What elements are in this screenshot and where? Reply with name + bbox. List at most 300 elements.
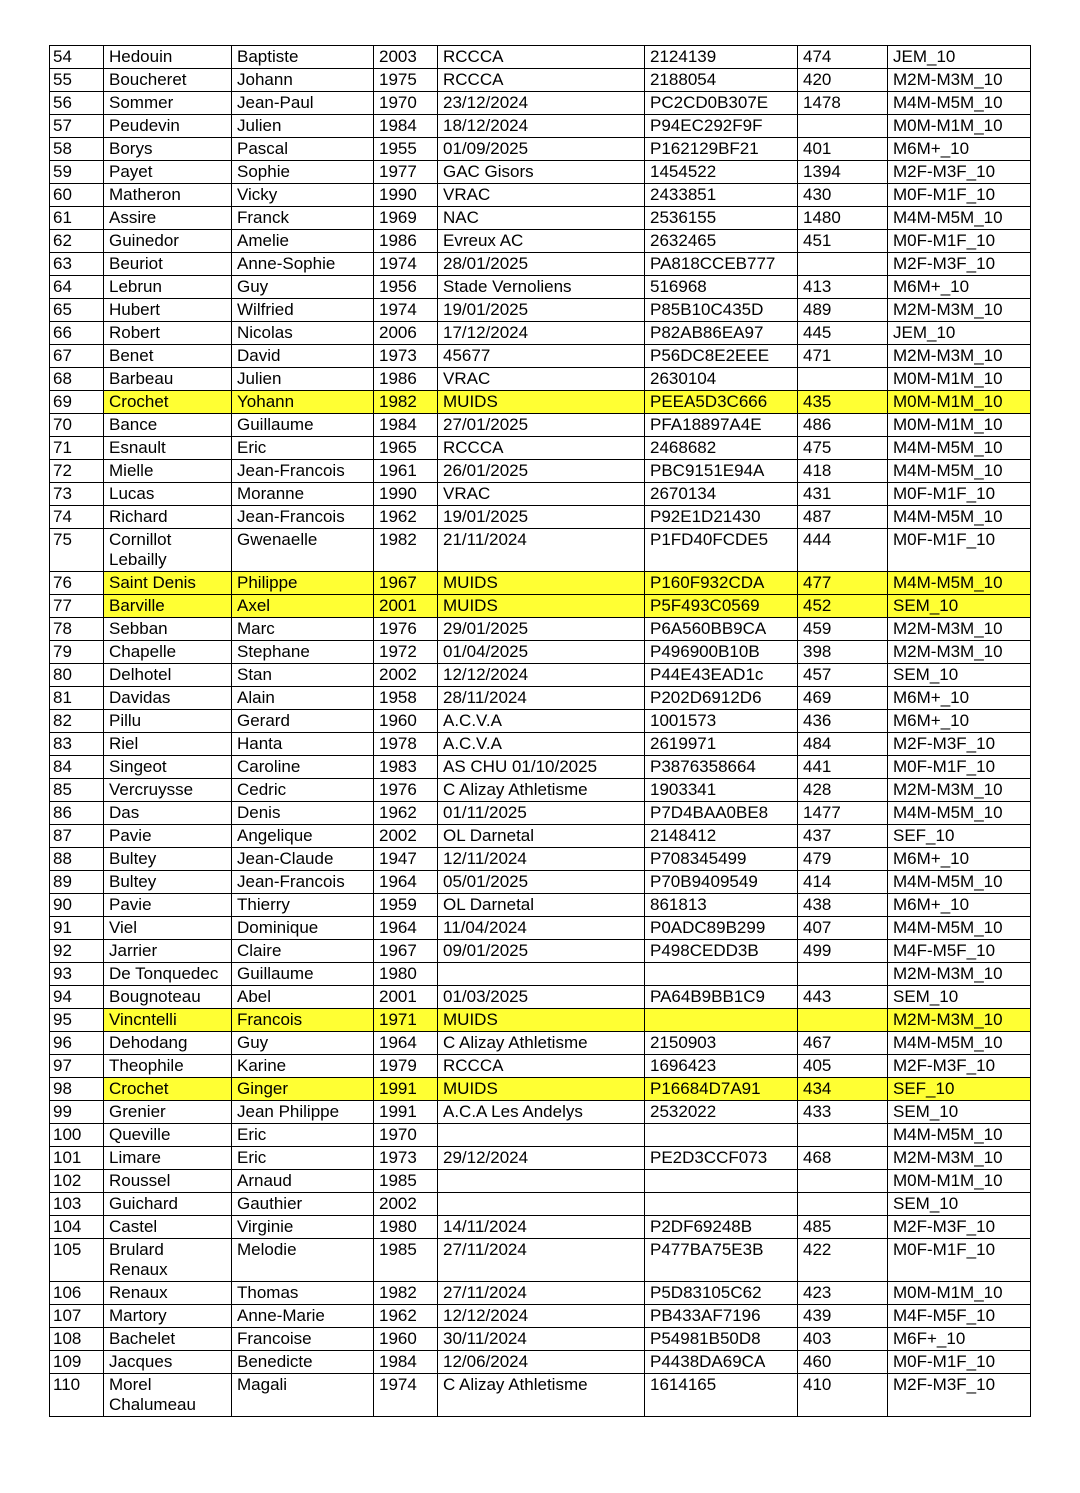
cell-category: M2M-M3M_10 [888, 299, 1031, 322]
cell-row-number: 96 [50, 1032, 104, 1055]
table-row [50, 595, 1031, 618]
cell-category: M0M-M1M_10 [888, 1170, 1031, 1193]
cell-licence-number: 2619971 [645, 733, 798, 756]
cell-licence-number: 2433851 [645, 184, 798, 207]
cell-first-name: Dominique [232, 917, 374, 940]
cell-last-name: Assire [104, 207, 232, 230]
cell-bib-number: 403 [798, 1328, 888, 1351]
cell-row-number: 84 [50, 756, 104, 779]
cell-category: M6M+_10 [888, 710, 1031, 733]
cell-birth-year: 1970 [374, 92, 438, 115]
table-row [50, 871, 1031, 894]
cell-club-or-date: MUIDS [438, 1009, 645, 1032]
cell-birth-year: 1990 [374, 184, 438, 207]
cell-bib-number: 430 [798, 184, 888, 207]
cell-first-name: Jean-Claude [232, 848, 374, 871]
table-row [50, 1009, 1031, 1032]
table-row [50, 917, 1031, 940]
cell-licence-number: P56DC8E2EEE [645, 345, 798, 368]
cell-row-number: 68 [50, 368, 104, 391]
cell-first-name: Wilfried [232, 299, 374, 322]
cell-bib-number: 398 [798, 641, 888, 664]
cell-first-name: Angelique [232, 825, 374, 848]
cell-club-or-date: GAC Gisors [438, 161, 645, 184]
cell-category: M0F-M1F_10 [888, 1351, 1031, 1374]
cell-club-or-date: AS CHU 01/10/2025 [438, 756, 645, 779]
cell-licence-number: 2468682 [645, 437, 798, 460]
cell-club-or-date: 11/04/2024 [438, 917, 645, 940]
cell-bib-number [798, 963, 888, 986]
cell-birth-year: 2003 [374, 46, 438, 69]
cell-row-number: 55 [50, 69, 104, 92]
cell-bib-number: 469 [798, 687, 888, 710]
table-row [50, 733, 1031, 756]
cell-category: M0F-M1F_10 [888, 230, 1031, 253]
cell-bib-number: 407 [798, 917, 888, 940]
cell-first-name: Eric [232, 1147, 374, 1170]
cell-first-name: Vicky [232, 184, 374, 207]
cell-last-name: Das [104, 802, 232, 825]
cell-last-name: Singeot [104, 756, 232, 779]
cell-last-name: Robert [104, 322, 232, 345]
cell-birth-year: 1964 [374, 871, 438, 894]
cell-first-name: Sophie [232, 161, 374, 184]
cell-club-or-date: 23/12/2024 [438, 92, 645, 115]
cell-birth-year: 1975 [374, 69, 438, 92]
table-row [50, 230, 1031, 253]
cell-licence-number: 1001573 [645, 710, 798, 733]
cell-licence-number: 2536155 [645, 207, 798, 230]
cell-category: M0F-M1F_10 [888, 756, 1031, 779]
cell-birth-year: 2006 [374, 322, 438, 345]
cell-first-name: Stephane [232, 641, 374, 664]
cell-licence-number: 2632465 [645, 230, 798, 253]
cell-birth-year: 1973 [374, 345, 438, 368]
cell-last-name: Barbeau [104, 368, 232, 391]
table-row [50, 894, 1031, 917]
cell-licence-number: PBC9151E94A [645, 460, 798, 483]
table-row [50, 322, 1031, 345]
cell-row-number: 62 [50, 230, 104, 253]
cell-licence-number: P44E43EAD1c [645, 664, 798, 687]
cell-birth-year: 1956 [374, 276, 438, 299]
cell-licence-number: 2670134 [645, 483, 798, 506]
cell-birth-year: 1985 [374, 1170, 438, 1193]
cell-licence-number: 1614165 [645, 1374, 798, 1417]
cell-first-name: Franck [232, 207, 374, 230]
cell-row-number: 73 [50, 483, 104, 506]
table-row [50, 253, 1031, 276]
cell-club-or-date: 27/11/2024 [438, 1282, 645, 1305]
cell-row-number: 67 [50, 345, 104, 368]
cell-bib-number: 451 [798, 230, 888, 253]
cell-birth-year: 1960 [374, 710, 438, 733]
cell-category: M4M-M5M_10 [888, 437, 1031, 460]
cell-first-name: Julien [232, 115, 374, 138]
cell-row-number: 64 [50, 276, 104, 299]
cell-licence-number: 861813 [645, 894, 798, 917]
cell-bib-number: 477 [798, 572, 888, 595]
cell-row-number: 83 [50, 733, 104, 756]
cell-licence-number: P5D83105C62 [645, 1282, 798, 1305]
cell-category: M6M+_10 [888, 276, 1031, 299]
cell-row-number: 63 [50, 253, 104, 276]
cell-last-name: Bougnoteau [104, 986, 232, 1009]
cell-first-name: Hanta [232, 733, 374, 756]
cell-birth-year: 2002 [374, 1193, 438, 1216]
cell-category: SEM_10 [888, 664, 1031, 687]
cell-first-name: Johann [232, 69, 374, 92]
cell-club-or-date: 27/01/2025 [438, 414, 645, 437]
cell-category: M4M-M5M_10 [888, 917, 1031, 940]
cell-last-name: De Tonquedec [104, 963, 232, 986]
cell-last-name: Barville [104, 595, 232, 618]
cell-last-name: Roussel [104, 1170, 232, 1193]
table-row [50, 1374, 1031, 1417]
cell-first-name: Francoise [232, 1328, 374, 1351]
cell-row-number: 65 [50, 299, 104, 322]
cell-birth-year: 2002 [374, 825, 438, 848]
cell-row-number: 109 [50, 1351, 104, 1374]
cell-first-name: Denis [232, 802, 374, 825]
cell-birth-year: 1959 [374, 894, 438, 917]
cell-club-or-date: 19/01/2025 [438, 299, 645, 322]
cell-last-name: Cornillot Lebailly [104, 529, 232, 572]
cell-category: M6M+_10 [888, 848, 1031, 871]
cell-row-number: 86 [50, 802, 104, 825]
cell-row-number: 79 [50, 641, 104, 664]
cell-birth-year: 1967 [374, 572, 438, 595]
cell-category: SEF_10 [888, 1078, 1031, 1101]
cell-birth-year: 1990 [374, 483, 438, 506]
table-row [50, 779, 1031, 802]
table-row [50, 1328, 1031, 1351]
cell-birth-year: 1964 [374, 917, 438, 940]
table-row [50, 825, 1031, 848]
cell-first-name: Philippe [232, 572, 374, 595]
cell-licence-number: P3876358664 [645, 756, 798, 779]
cell-birth-year: 1976 [374, 618, 438, 641]
cell-row-number: 107 [50, 1305, 104, 1328]
cell-birth-year: 1974 [374, 1374, 438, 1417]
cell-bib-number: 467 [798, 1032, 888, 1055]
cell-row-number: 57 [50, 115, 104, 138]
cell-category: M4M-M5M_10 [888, 871, 1031, 894]
cell-row-number: 56 [50, 92, 104, 115]
cell-row-number: 81 [50, 687, 104, 710]
cell-row-number: 102 [50, 1170, 104, 1193]
table-row [50, 414, 1031, 437]
cell-last-name: Pillu [104, 710, 232, 733]
cell-category: M6M+_10 [888, 894, 1031, 917]
cell-birth-year: 1960 [374, 1328, 438, 1351]
table-row [50, 1216, 1031, 1239]
cell-last-name: Peudevin [104, 115, 232, 138]
cell-bib-number: 452 [798, 595, 888, 618]
cell-birth-year: 1984 [374, 115, 438, 138]
table-row [50, 391, 1031, 414]
cell-first-name: Jean-Francois [232, 506, 374, 529]
cell-last-name: Viel [104, 917, 232, 940]
cell-bib-number: 437 [798, 825, 888, 848]
cell-category: M2F-M3F_10 [888, 253, 1031, 276]
cell-licence-number: 2148412 [645, 825, 798, 848]
cell-last-name: Borys [104, 138, 232, 161]
cell-row-number: 54 [50, 46, 104, 69]
cell-category: M0M-M1M_10 [888, 115, 1031, 138]
cell-licence-number: P477BA75E3B [645, 1239, 798, 1282]
table-row [50, 299, 1031, 322]
cell-birth-year: 2002 [374, 664, 438, 687]
cell-last-name: Theophile [104, 1055, 232, 1078]
cell-last-name: Sommer [104, 92, 232, 115]
cell-category: M0M-M1M_10 [888, 1282, 1031, 1305]
table-row [50, 1147, 1031, 1170]
cell-category: M4F-M5F_10 [888, 940, 1031, 963]
cell-row-number: 104 [50, 1216, 104, 1239]
cell-category: JEM_10 [888, 322, 1031, 345]
cell-bib-number: 1480 [798, 207, 888, 230]
cell-club-or-date: 01/04/2025 [438, 641, 645, 664]
participants-table [49, 45, 1031, 1417]
cell-last-name: Grenier [104, 1101, 232, 1124]
cell-bib-number: 444 [798, 529, 888, 572]
table-row [50, 92, 1031, 115]
cell-category: M2M-M3M_10 [888, 963, 1031, 986]
cell-last-name: Beuriot [104, 253, 232, 276]
cell-last-name: Dehodang [104, 1032, 232, 1055]
cell-bib-number: 487 [798, 506, 888, 529]
cell-first-name: Jean-Francois [232, 871, 374, 894]
table-row [50, 963, 1031, 986]
cell-last-name: Riel [104, 733, 232, 756]
cell-first-name: Yohann [232, 391, 374, 414]
cell-last-name: Bance [104, 414, 232, 437]
cell-club-or-date: 21/11/2024 [438, 529, 645, 572]
cell-club-or-date: MUIDS [438, 391, 645, 414]
table-row [50, 710, 1031, 733]
cell-licence-number: P85B10C435D [645, 299, 798, 322]
cell-last-name: Bultey [104, 848, 232, 871]
cell-licence-number: P16684D7A91 [645, 1078, 798, 1101]
cell-bib-number: 460 [798, 1351, 888, 1374]
cell-birth-year: 1991 [374, 1078, 438, 1101]
cell-last-name: Sebban [104, 618, 232, 641]
cell-licence-number: PEEA5D3C666 [645, 391, 798, 414]
table-row [50, 1078, 1031, 1101]
cell-club-or-date: 01/09/2025 [438, 138, 645, 161]
cell-last-name: Payet [104, 161, 232, 184]
cell-row-number: 74 [50, 506, 104, 529]
cell-last-name: Pavie [104, 825, 232, 848]
cell-row-number: 87 [50, 825, 104, 848]
table-row [50, 664, 1031, 687]
cell-row-number: 91 [50, 917, 104, 940]
cell-birth-year: 1984 [374, 1351, 438, 1374]
cell-last-name: Hubert [104, 299, 232, 322]
cell-first-name: Stan [232, 664, 374, 687]
cell-first-name: Gwenaelle [232, 529, 374, 572]
cell-bib-number: 485 [798, 1216, 888, 1239]
cell-row-number: 70 [50, 414, 104, 437]
cell-first-name: Magali [232, 1374, 374, 1417]
cell-bib-number: 405 [798, 1055, 888, 1078]
cell-bib-number: 443 [798, 986, 888, 1009]
cell-club-or-date: 29/12/2024 [438, 1147, 645, 1170]
cell-bib-number: 413 [798, 276, 888, 299]
cell-licence-number: P7D4BAA0BE8 [645, 802, 798, 825]
cell-club-or-date: MUIDS [438, 1078, 645, 1101]
cell-bib-number [798, 1170, 888, 1193]
cell-bib-number: 441 [798, 756, 888, 779]
cell-first-name: Baptiste [232, 46, 374, 69]
cell-category: M0M-M1M_10 [888, 391, 1031, 414]
cell-bib-number: 420 [798, 69, 888, 92]
table-row [50, 1032, 1031, 1055]
cell-club-or-date: RCCCA [438, 1055, 645, 1078]
cell-club-or-date: OL Darnetal [438, 894, 645, 917]
cell-category: M0F-M1F_10 [888, 529, 1031, 572]
cell-last-name: Renaux [104, 1282, 232, 1305]
cell-first-name: Benedicte [232, 1351, 374, 1374]
cell-licence-number: P0ADC89B299 [645, 917, 798, 940]
cell-last-name: Hedouin [104, 46, 232, 69]
cell-category: M4M-M5M_10 [888, 1032, 1031, 1055]
cell-club-or-date: MUIDS [438, 595, 645, 618]
cell-birth-year: 1970 [374, 1124, 438, 1147]
cell-club-or-date: 01/11/2025 [438, 802, 645, 825]
table-row [50, 460, 1031, 483]
table-row [50, 1282, 1031, 1305]
cell-category: M0F-M1F_10 [888, 1239, 1031, 1282]
cell-row-number: 94 [50, 986, 104, 1009]
cell-birth-year: 1977 [374, 161, 438, 184]
table-row [50, 161, 1031, 184]
cell-first-name: Caroline [232, 756, 374, 779]
cell-licence-number: 1454522 [645, 161, 798, 184]
cell-licence-number: P6A560BB9CA [645, 618, 798, 641]
cell-birth-year: 1983 [374, 756, 438, 779]
cell-row-number: 72 [50, 460, 104, 483]
cell-bib-number: 423 [798, 1282, 888, 1305]
cell-row-number: 69 [50, 391, 104, 414]
cell-last-name: Limare [104, 1147, 232, 1170]
cell-last-name: Esnault [104, 437, 232, 460]
cell-club-or-date: 28/01/2025 [438, 253, 645, 276]
cell-last-name: Vercruysse [104, 779, 232, 802]
cell-bib-number: 489 [798, 299, 888, 322]
cell-category: SEM_10 [888, 986, 1031, 1009]
cell-club-or-date [438, 963, 645, 986]
cell-bib-number: 433 [798, 1101, 888, 1124]
cell-bib-number: 486 [798, 414, 888, 437]
cell-licence-number [645, 1124, 798, 1147]
cell-birth-year: 1962 [374, 506, 438, 529]
cell-birth-year: 1974 [374, 253, 438, 276]
cell-row-number: 75 [50, 529, 104, 572]
cell-category: M6F+_10 [888, 1328, 1031, 1351]
cell-bib-number: 414 [798, 871, 888, 894]
cell-last-name: Bachelet [104, 1328, 232, 1351]
cell-last-name: Lucas [104, 483, 232, 506]
table-row [50, 687, 1031, 710]
cell-last-name: Crochet [104, 1078, 232, 1101]
cell-club-or-date: 05/01/2025 [438, 871, 645, 894]
cell-row-number: 82 [50, 710, 104, 733]
cell-first-name: Jean-Francois [232, 460, 374, 483]
table-row [50, 802, 1031, 825]
cell-club-or-date: RCCCA [438, 46, 645, 69]
cell-bib-number: 445 [798, 322, 888, 345]
cell-bib-number [798, 1193, 888, 1216]
cell-first-name: Alain [232, 687, 374, 710]
cell-row-number: 77 [50, 595, 104, 618]
cell-club-or-date: NAC [438, 207, 645, 230]
cell-category: M4M-M5M_10 [888, 92, 1031, 115]
cell-club-or-date: 29/01/2025 [438, 618, 645, 641]
cell-bib-number: 410 [798, 1374, 888, 1417]
cell-club-or-date: C Alizay Athletisme [438, 779, 645, 802]
cell-birth-year: 1985 [374, 1239, 438, 1282]
cell-club-or-date: 19/01/2025 [438, 506, 645, 529]
cell-last-name: Brulard Renaux [104, 1239, 232, 1282]
cell-last-name: Queville [104, 1124, 232, 1147]
cell-last-name: Morel Chalumeau [104, 1374, 232, 1417]
cell-licence-number: 2188054 [645, 69, 798, 92]
cell-category: M2M-M3M_10 [888, 618, 1031, 641]
cell-bib-number [798, 115, 888, 138]
table-row [50, 345, 1031, 368]
cell-birth-year: 1971 [374, 1009, 438, 1032]
cell-first-name: Virginie [232, 1216, 374, 1239]
cell-last-name: Saint Denis [104, 572, 232, 595]
cell-category: M6M+_10 [888, 138, 1031, 161]
cell-birth-year: 1991 [374, 1101, 438, 1124]
cell-club-or-date: 26/01/2025 [438, 460, 645, 483]
cell-birth-year: 1982 [374, 1282, 438, 1305]
cell-licence-number: P162129BF21 [645, 138, 798, 161]
table-row [50, 1124, 1031, 1147]
cell-licence-number: P82AB86EA97 [645, 322, 798, 345]
cell-category: M2M-M3M_10 [888, 345, 1031, 368]
cell-licence-number: 1903341 [645, 779, 798, 802]
cell-club-or-date [438, 1193, 645, 1216]
cell-licence-number: PA64B9BB1C9 [645, 986, 798, 1009]
cell-first-name: Anne-Sophie [232, 253, 374, 276]
cell-row-number: 90 [50, 894, 104, 917]
cell-bib-number [798, 1124, 888, 1147]
cell-category: M6M+_10 [888, 687, 1031, 710]
cell-birth-year: 1976 [374, 779, 438, 802]
cell-category: SEM_10 [888, 595, 1031, 618]
cell-first-name: Jean Philippe [232, 1101, 374, 1124]
cell-first-name: Eric [232, 1124, 374, 1147]
cell-category: M0M-M1M_10 [888, 368, 1031, 391]
table-row [50, 1305, 1031, 1328]
cell-bib-number: 431 [798, 483, 888, 506]
participants-table-body [50, 46, 1031, 1417]
cell-bib-number: 439 [798, 1305, 888, 1328]
cell-first-name: Francois [232, 1009, 374, 1032]
cell-club-or-date: Stade Vernoliens [438, 276, 645, 299]
cell-last-name: Richard [104, 506, 232, 529]
cell-last-name: Martory [104, 1305, 232, 1328]
cell-first-name: Cedric [232, 779, 374, 802]
cell-club-or-date: OL Darnetal [438, 825, 645, 848]
table-row [50, 437, 1031, 460]
cell-row-number: 88 [50, 848, 104, 871]
cell-last-name: Matheron [104, 184, 232, 207]
